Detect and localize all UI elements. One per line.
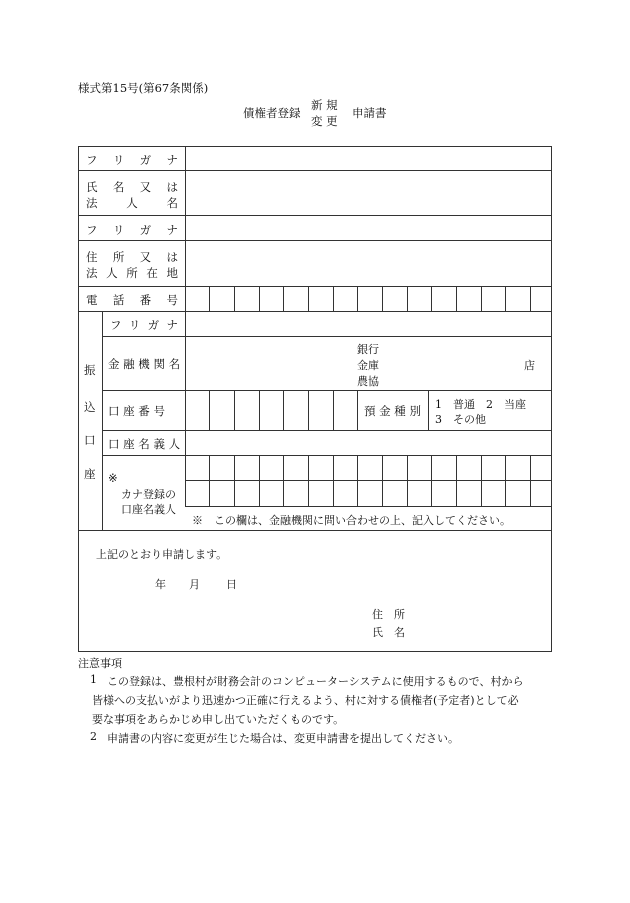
kana-note: ※ この欄は、金融機関に問い合わせの上、記入してください。 bbox=[192, 514, 511, 527]
transfer-label-1: 振 bbox=[84, 363, 96, 377]
date-day: 日 bbox=[226, 578, 237, 591]
bank-option-shinkin: 金庫 bbox=[357, 359, 379, 372]
label-address-line1: 住 所 又 は bbox=[86, 250, 178, 264]
transfer-label-2: 込 bbox=[84, 400, 96, 414]
title-right: 申請書 bbox=[352, 106, 387, 120]
label-account-holder: 口 座 名 義 人 bbox=[108, 437, 181, 451]
label-account-number: 口 座 番 号 bbox=[108, 404, 165, 418]
label-bank-name: 金 融 機 関 名 bbox=[108, 357, 181, 371]
label-phone: 電 話 番 号 bbox=[86, 293, 178, 307]
transfer-label-4: 座 bbox=[84, 467, 96, 481]
applicant-name: 氏 名 bbox=[372, 626, 405, 639]
note2-line1: 申請書の内容に変更が生じた場合は、変更申請書を提出してください。 bbox=[107, 732, 459, 745]
title-left: 債権者登録 bbox=[243, 106, 301, 120]
label-deposit-type: 預 金 種 別 bbox=[364, 404, 421, 418]
title-change: 変 更 bbox=[311, 114, 338, 128]
notes-heading: 注意事項 bbox=[78, 657, 122, 670]
label-furigana-2: フ リ ガ ナ bbox=[86, 223, 178, 237]
date-month: 月 bbox=[189, 578, 200, 591]
kana-label-line1: カナ登録の bbox=[121, 488, 176, 501]
bank-option-nokyo: 農協 bbox=[357, 375, 379, 388]
declaration-text: 上記のとおり申請します。 bbox=[96, 548, 228, 561]
label-name-line1: 氏 名 又 は bbox=[86, 180, 178, 194]
form-number: 様式第15号(第67条関係) bbox=[78, 81, 209, 95]
title-new: 新 規 bbox=[311, 98, 338, 112]
branch-label: 店 bbox=[524, 359, 535, 372]
note1-number: 1 bbox=[90, 673, 97, 686]
deposit-type-line2: 3 その他 bbox=[435, 413, 486, 426]
label-bank-furigana: フ リ ガ ナ bbox=[110, 318, 178, 332]
note1-line2: 皆様への支払いがより迅速かつ正確に行えるよう、村に対する債権者(予定者)として必 bbox=[92, 694, 519, 707]
kana-label-line2: 口座名義人 bbox=[121, 503, 176, 516]
transfer-label-3: 口 bbox=[84, 433, 96, 447]
note1-line3: 要な事項をあらかじめ申し出ていただくものです。 bbox=[92, 713, 345, 726]
label-address-line2: 法 人 所 在 地 bbox=[86, 266, 178, 280]
date-year: 年 bbox=[155, 578, 166, 591]
note2-number: 2 bbox=[90, 730, 97, 743]
note1-line1: この登録は、豊根村が財務会計のコンピューターシステムに使用するもので、村から bbox=[107, 675, 524, 688]
kana-mark: ※ bbox=[108, 471, 118, 485]
applicant-address: 住 所 bbox=[372, 608, 405, 621]
label-name-line2: 法 人 名 bbox=[86, 196, 178, 210]
label-furigana: フ リ ガ ナ bbox=[86, 153, 178, 167]
deposit-type-line1: 1 普通 2 当座 bbox=[435, 398, 526, 411]
bank-option-bank: 銀行 bbox=[357, 343, 379, 356]
